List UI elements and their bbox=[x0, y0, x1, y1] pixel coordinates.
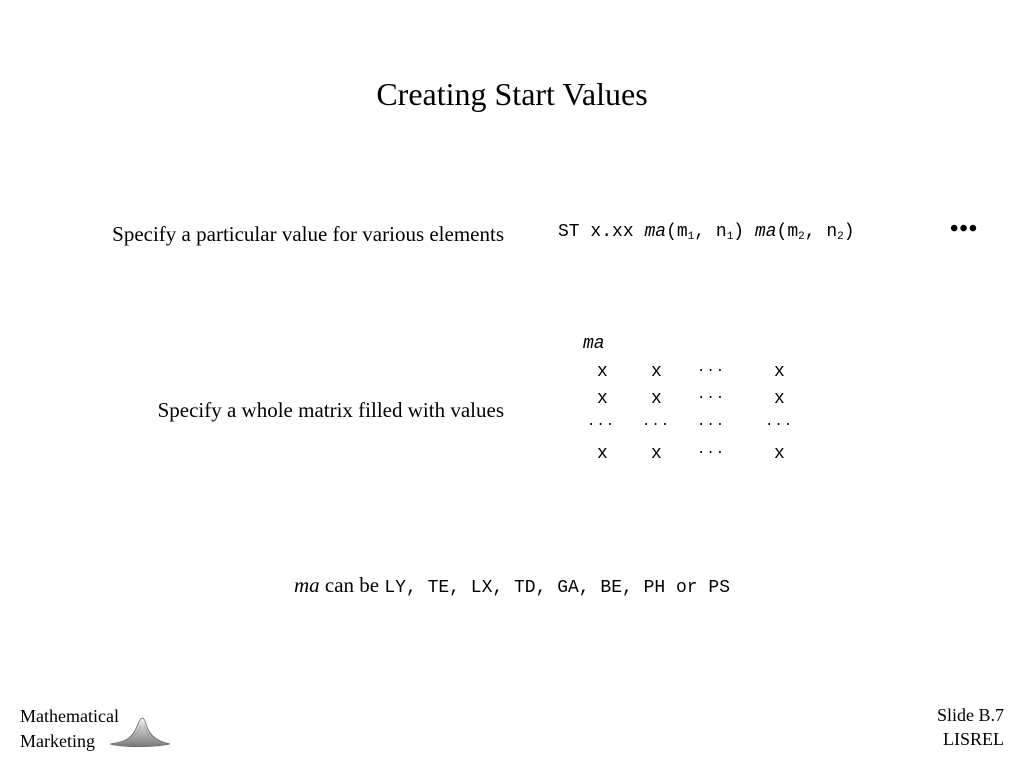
matrix-name: ma bbox=[583, 334, 605, 354]
matrix-ellipsis: ... bbox=[697, 387, 726, 403]
st-ellipsis: ••• bbox=[950, 216, 979, 242]
slide-title: Creating Start Values bbox=[376, 76, 648, 112]
footnote-text: can be bbox=[324, 573, 380, 597]
matrix-cell: x bbox=[597, 362, 608, 382]
st-keyword: ST bbox=[558, 222, 580, 242]
st-term-sub: 1 bbox=[687, 231, 695, 243]
st-term bbox=[644, 222, 744, 242]
st-command bbox=[558, 222, 855, 243]
matrix-ellipsis: ... bbox=[697, 360, 726, 376]
st-term-sub: 1 bbox=[726, 231, 734, 243]
matrix-cell: x bbox=[651, 362, 662, 382]
matrix-cell: x bbox=[774, 444, 785, 464]
matrix-ellipsis: ... bbox=[765, 414, 794, 430]
matrix-cell: x bbox=[774, 389, 785, 409]
logo-line2: Marketing bbox=[20, 731, 95, 751]
st-term-matrix: ma bbox=[644, 222, 667, 242]
logo-line1: Mathematical bbox=[20, 706, 119, 726]
footnote-matrix: ma bbox=[293, 573, 320, 597]
st-value: x.xx bbox=[590, 222, 634, 242]
st-term-close: ) bbox=[843, 222, 855, 242]
st-term-close: ) bbox=[733, 222, 745, 242]
st-term-mid: , n bbox=[804, 222, 838, 242]
footnote-options: LY, TE, LX, TD, GA, BE, PH or PS bbox=[384, 578, 731, 598]
matrix-ellipsis: ... bbox=[697, 414, 726, 430]
st-term-mid: , n bbox=[694, 222, 727, 242]
row-label-particular-value: Specify a particular value for various elements bbox=[112, 222, 504, 246]
slide-number: Slide B.7 bbox=[936, 705, 1004, 725]
footnote bbox=[0, 573, 1024, 598]
matrix-ellipsis: ... bbox=[697, 442, 726, 458]
matrix-cell: x bbox=[651, 389, 662, 409]
logo-surface-icon bbox=[108, 714, 172, 750]
slide-topic: LISREL bbox=[943, 729, 1004, 749]
st-term-matrix: ma bbox=[754, 222, 777, 242]
matrix-cell: x bbox=[597, 444, 608, 464]
matrix-cell: x bbox=[774, 362, 785, 382]
matrix-ellipsis: ... bbox=[587, 414, 616, 430]
row-label-whole-matrix: Specify a whole matrix filled with values bbox=[157, 398, 504, 422]
matrix-cell: x bbox=[597, 389, 608, 409]
st-term-sub: 2 bbox=[837, 231, 844, 243]
matrix-ellipsis: ... bbox=[642, 414, 671, 430]
st-term-open: (m bbox=[776, 222, 799, 242]
st-term bbox=[755, 222, 855, 242]
st-term-open: (m bbox=[666, 222, 688, 242]
matrix-cell: x bbox=[651, 444, 662, 464]
st-term-sub: 2 bbox=[798, 231, 805, 243]
